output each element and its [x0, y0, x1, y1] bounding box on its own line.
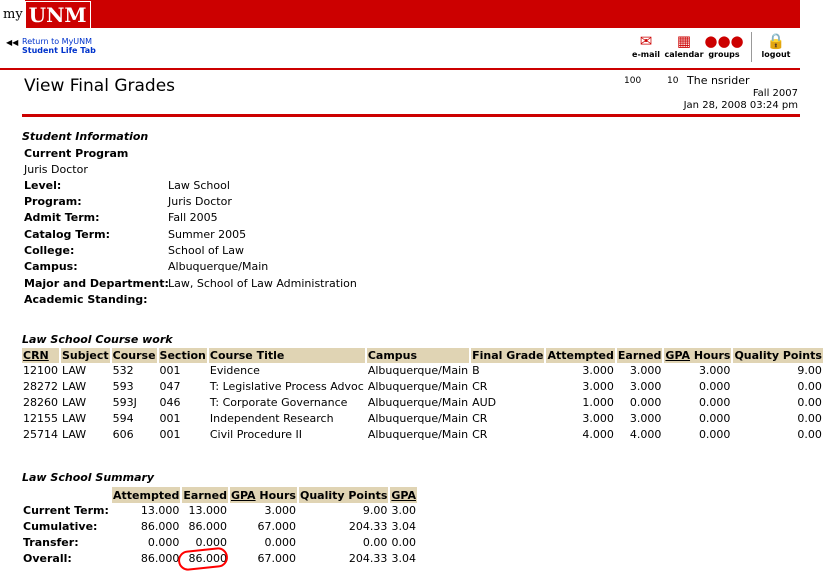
cell-section: 046: [159, 396, 181, 409]
cell-earned: 0.000: [629, 396, 662, 409]
cell-earned: 86.000: [188, 552, 227, 565]
info-value: Juris Doctor: [168, 195, 232, 208]
cell-course-title: Evidence: [209, 364, 260, 377]
summary-row: [22, 503, 417, 519]
table-row: [22, 363, 823, 379]
info-value: School of Law: [168, 244, 244, 257]
col-quality-points: Quality Points: [734, 349, 822, 362]
cell-campus: Albuquerque/Main: [367, 428, 469, 441]
cell-earned: 3.000: [629, 380, 662, 393]
info-value: Summer 2005: [168, 228, 247, 241]
cell-attempted: 4.000: [582, 428, 614, 441]
cell-attempted: 1.000: [582, 396, 614, 409]
groups-icon: ●●●: [704, 32, 744, 50]
current-program-value: Juris Doctor: [24, 163, 88, 176]
cell-attempted: 86.000: [140, 520, 180, 533]
table-row: [22, 395, 823, 411]
top-banner: [0, 0, 800, 28]
col-gpa-hours: GPA Hours: [230, 488, 296, 502]
envelope-icon: ✉: [639, 32, 653, 50]
row-label: Current Term:: [23, 504, 109, 517]
cell-subject: LAW: [62, 380, 87, 393]
cell-earned: 0.000: [195, 536, 227, 549]
logo-my: my: [0, 0, 25, 28]
cell-quality-points: 0.00: [797, 412, 822, 425]
row-label: Cumulative:: [23, 520, 98, 533]
return-link[interactable]: [22, 37, 96, 55]
col-course: Course: [112, 349, 156, 362]
cell-quality-points: 0.00: [797, 380, 822, 393]
info-label: Level:: [24, 179, 62, 192]
col-section: Section: [159, 349, 206, 362]
cell-crn: 28260: [23, 396, 58, 409]
student-info-heading: Student Information: [22, 130, 149, 143]
cell-attempted: 13.000: [140, 504, 180, 517]
cell-crn: 25714: [23, 428, 58, 441]
cell-gpa-hours: 0.000: [698, 428, 731, 441]
logout-label: logout: [761, 50, 791, 59]
cell-course: 593: [112, 380, 134, 393]
cell-earned: 3.000: [629, 364, 662, 377]
header-divider: [0, 68, 800, 70]
cell-quality-points: 0.00: [797, 428, 822, 441]
calendar-label: calendar: [664, 50, 704, 59]
col-attempted: Attempted: [547, 349, 614, 362]
cell-attempted: 3.000: [582, 412, 614, 425]
info-label: College:: [24, 244, 75, 257]
groups-label: groups: [708, 50, 740, 59]
row-label: Transfer:: [23, 536, 79, 549]
cell-crn: 12100: [23, 364, 58, 377]
cell-earned: 86.000: [188, 520, 227, 533]
info-value: Law School: [168, 179, 230, 192]
logout-button[interactable]: [754, 32, 798, 59]
return-link-line1: Return to MyUNM: [22, 37, 93, 46]
groups-button[interactable]: [702, 32, 746, 59]
cell-course-title: Independent Research: [209, 412, 334, 425]
cell-subject: LAW: [62, 364, 87, 377]
table-row: [22, 379, 823, 395]
page-title: View Final Grades: [24, 76, 176, 96]
title-divider: [22, 114, 800, 117]
cell-quality-points: 0.00: [797, 396, 822, 409]
info-label: Academic Standing:: [24, 293, 148, 306]
cell-gpa-hours: 0.000: [698, 380, 731, 393]
cell-gpa-hours: 67.000: [257, 520, 296, 533]
cell-gpa: 3.04: [391, 520, 417, 533]
summary-corner: [22, 487, 110, 503]
cell-gpa: 3.00: [391, 504, 417, 517]
cell-final-grade: AUD: [472, 396, 497, 409]
info-value: Albuquerque/Main: [168, 260, 269, 273]
table-row: [22, 427, 823, 443]
cell-final-grade: B: [472, 364, 480, 377]
cell-final-grade: CR: [472, 428, 488, 441]
coursework-heading: Law School Course work: [22, 333, 173, 346]
user-name: The nsrider: [687, 74, 750, 87]
cell-campus: Albuquerque/Main: [367, 412, 469, 425]
cell-course: 593J: [112, 396, 137, 409]
cell-gpa-hours: 67.000: [257, 552, 296, 565]
cell-attempted: 0.000: [147, 536, 180, 549]
col-crn[interactable]: CRN: [22, 348, 59, 363]
cell-gpa-hours: 3.000: [264, 504, 296, 517]
cell-final-grade: CR: [472, 412, 488, 425]
current-term: Fall 2007: [752, 88, 798, 99]
cell-earned: 3.000: [629, 412, 662, 425]
return-link-line2: Student Life Tab: [22, 46, 96, 55]
cell-subject: LAW: [62, 396, 87, 409]
info-label: Program:: [24, 195, 82, 208]
gpa-link[interactable]: GPA: [230, 488, 256, 502]
cell-campus: Albuquerque/Main: [367, 396, 469, 409]
gpa-link[interactable]: GPA: [665, 349, 691, 362]
col-subject: Subject: [62, 349, 109, 362]
user-id-part2: 10: [667, 76, 679, 86]
cell-final-grade: CR: [472, 380, 488, 393]
cell-crn: 12155: [23, 412, 58, 425]
cell-course-title: T: Legislative Process Advoc: [209, 380, 364, 393]
email-label: e-mail: [632, 50, 660, 59]
cell-quality-points: 204.33: [348, 552, 388, 565]
table-row: [22, 411, 823, 427]
cell-section: 001: [159, 364, 181, 377]
coursework-header-row: [22, 348, 823, 363]
col-gpa-hours: GPA Hours: [665, 349, 731, 362]
info-label: Admit Term:: [24, 211, 100, 224]
highlight-circle-annotation: [177, 546, 229, 571]
cell-attempted: 86.000: [140, 552, 180, 565]
cell-quality-points: 204.33: [348, 520, 388, 533]
lock-icon: 🔒: [766, 32, 786, 50]
cell-gpa-hours: 3.000: [698, 364, 731, 377]
user-id-part1: 100: [624, 76, 642, 86]
cell-gpa: 0.00: [391, 536, 417, 549]
current-program-label: Current Program: [24, 147, 129, 160]
cell-subject: LAW: [62, 412, 87, 425]
calendar-icon: ▦: [676, 32, 692, 50]
myunm-logo[interactable]: [0, 0, 91, 28]
cell-course: 594: [112, 412, 134, 425]
cell-crn: 28272: [23, 380, 58, 393]
summary-header-row: [22, 487, 417, 503]
cell-section: 001: [159, 428, 181, 441]
info-value: Law, School of Law Administration: [168, 277, 357, 290]
info-label: Major and Department:: [24, 277, 169, 290]
nav-separator: [751, 32, 752, 62]
cell-section: 047: [159, 380, 181, 393]
col-quality-points: Quality Points: [299, 488, 388, 502]
cell-section: 001: [159, 412, 181, 425]
cell-gpa-hours: 0.000: [698, 396, 731, 409]
info-value: Fall 2005: [168, 211, 218, 224]
cell-campus: Albuquerque/Main: [367, 364, 469, 377]
cell-course: 606: [112, 428, 134, 441]
cell-quality-points: 9.00: [797, 364, 822, 377]
col-earned: Earned: [183, 488, 227, 502]
logo-unm: UNM: [25, 1, 91, 28]
back-arrow-icon[interactable]: ◀◀: [6, 38, 19, 47]
col-earned: Earned: [617, 349, 662, 362]
cell-gpa-hours: 0.000: [698, 412, 731, 425]
row-label: Overall:: [23, 552, 72, 565]
coursework-table: [20, 348, 825, 443]
cell-attempted: 3.000: [582, 364, 614, 377]
info-label: Campus:: [24, 260, 78, 273]
cell-gpa-hours: 0.000: [264, 536, 296, 549]
col-attempted: Attempted: [113, 488, 180, 502]
calendar-button[interactable]: [662, 32, 706, 59]
col-final-grade: Final Grade: [472, 349, 544, 362]
col-course-title: Course Title: [209, 348, 365, 363]
cell-course-title: Civil Procedure II: [209, 428, 302, 441]
cell-quality-points: 0.00: [362, 536, 388, 549]
summary-heading: Law School Summary: [22, 471, 155, 484]
cell-course-title: T: Corporate Governance: [209, 396, 348, 409]
current-datetime: Jan 28, 2008 03:24 pm: [683, 100, 798, 111]
cell-earned: 13.000: [188, 504, 227, 517]
cell-earned: 4.000: [629, 428, 662, 441]
nav-bar: [0, 28, 800, 68]
info-label: Catalog Term:: [24, 228, 110, 241]
cell-quality-points: 9.00: [362, 504, 388, 517]
cell-subject: LAW: [62, 428, 87, 441]
cell-campus: Albuquerque/Main: [367, 380, 469, 393]
summary-row: [22, 519, 417, 535]
cell-course: 532: [112, 364, 134, 377]
cell-attempted: 3.000: [582, 380, 614, 393]
col-campus: Campus: [367, 348, 469, 363]
col-gpa[interactable]: GPA: [391, 488, 417, 502]
cell-gpa: 3.04: [391, 552, 417, 565]
